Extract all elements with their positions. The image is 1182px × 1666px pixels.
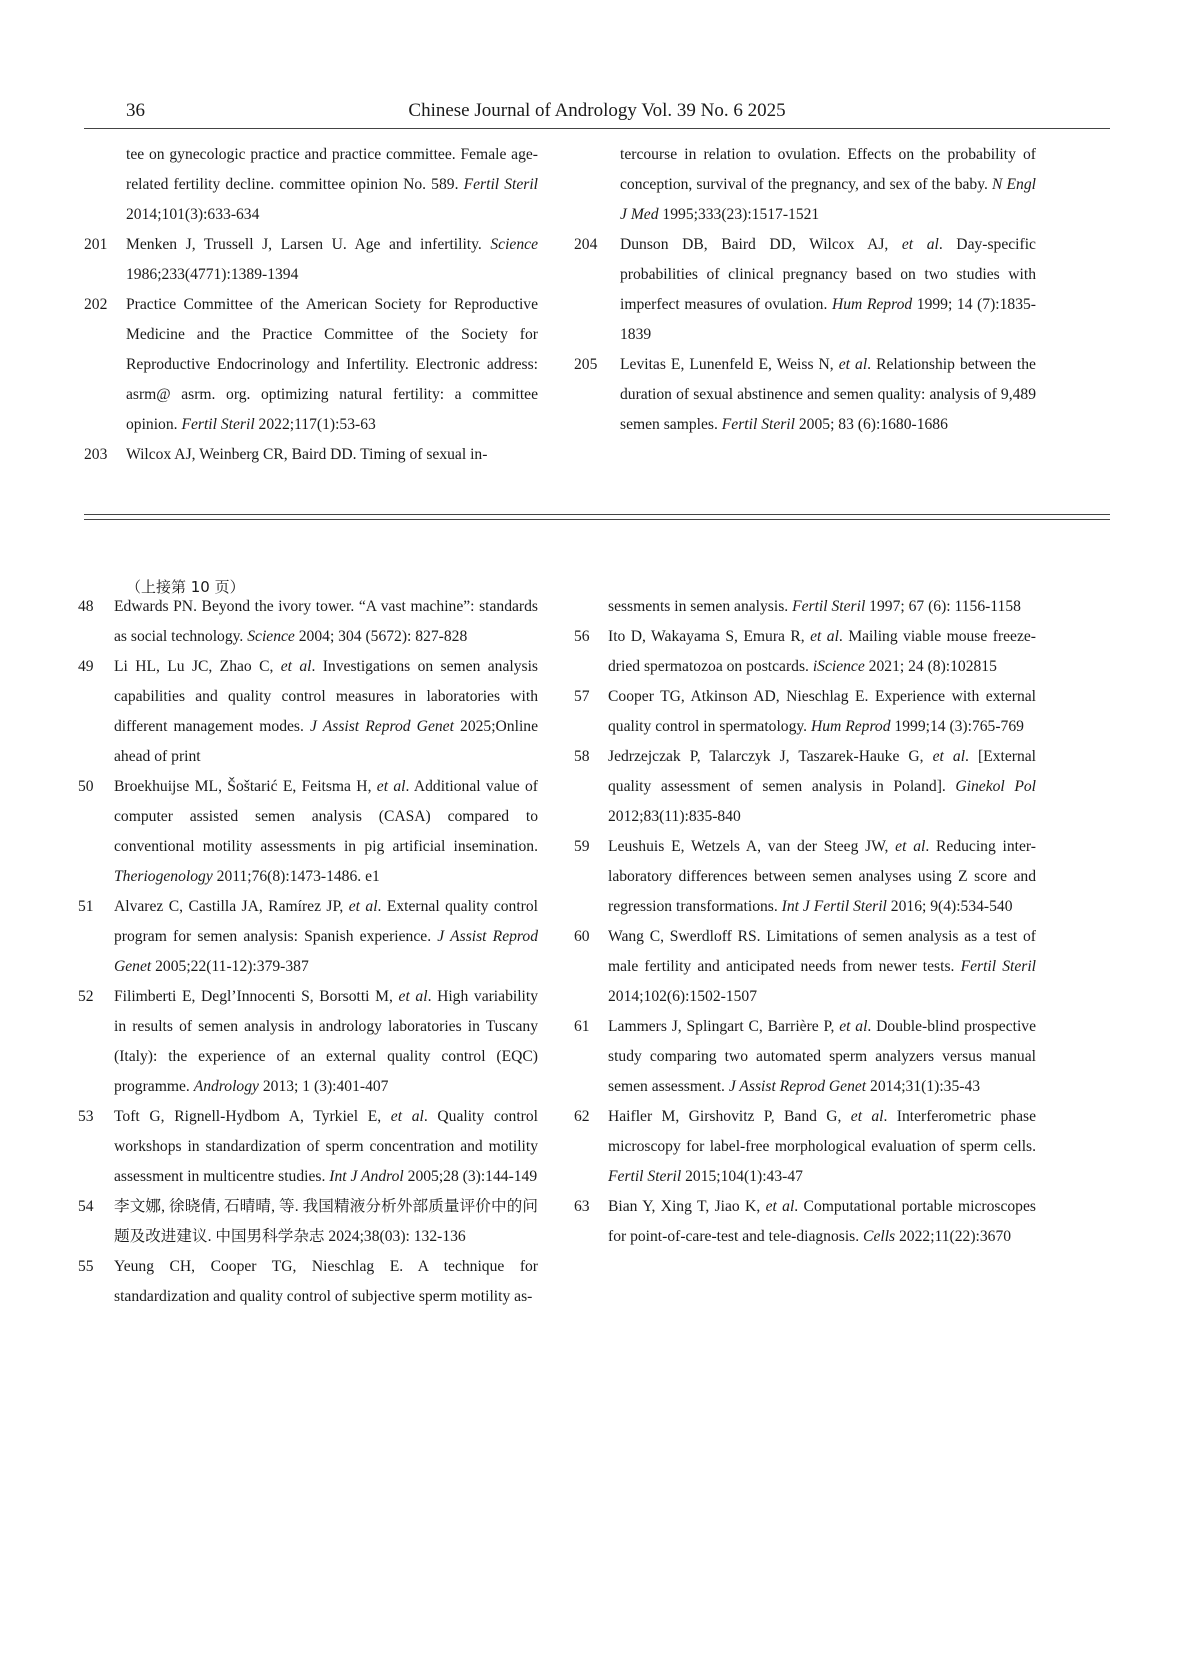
- reference-segment: Alvarez C, Castilla JA, Ramírez JP,: [114, 898, 349, 915]
- reference-text: [608, 922, 1036, 1012]
- reference-segment: 2015;104(1):43-47: [681, 1168, 803, 1185]
- reference-italic-segment: et al: [390, 1108, 424, 1125]
- reference-text: [608, 682, 1036, 742]
- references-bottom-left-column: [78, 592, 538, 1312]
- reference-italic-segment: Science: [490, 236, 538, 253]
- reference-segment: Bian Y, Xing T, Jiao K,: [608, 1198, 766, 1215]
- section-double-rule-top: [84, 514, 1110, 515]
- reference-segment: Toft G, Rignell-Hydbom A, Tyrkiel E,: [114, 1108, 391, 1125]
- reference-italic-segment: et al: [850, 1108, 884, 1125]
- reference-segment: Yeung CH, Cooper TG, Nieschlag E. A technique for standardization and quality control of subjective sperm motility as-: [114, 1258, 538, 1305]
- reference-text: [114, 772, 538, 892]
- reference-segment: 2014;101(3):633-634: [126, 206, 260, 223]
- reference-segment: . Reducing inter-laboratory differences between semen analyses using Z score and regression transformations.: [608, 838, 1036, 915]
- reference-segment: Ito D, Wakayama S, Emura R,: [608, 628, 811, 645]
- reference-segment: Li HL, Lu JC, Zhao C,: [114, 658, 281, 675]
- reference-segment: tercourse in relation to ovulation. Effects on the probability of conception, survival of the pregnancy, and sex of the baby.: [620, 146, 1036, 193]
- reference-entry: [84, 440, 538, 470]
- reference-number: 54: [78, 1198, 94, 1215]
- reference-italic-segment: Theriogenology: [114, 868, 213, 885]
- reference-italic-segment: et al: [901, 236, 939, 253]
- reference-segment: Edwards PN. Beyond the ivory tower. “A vast machine”: standards as social technology.: [114, 598, 538, 645]
- reference-entry: [78, 1252, 538, 1312]
- reference-italic-segment: Fertil Steril: [960, 958, 1036, 975]
- reference-text: [620, 230, 1036, 350]
- reference-segment: Dunson DB, Baird DD, Wilcox AJ,: [620, 236, 902, 253]
- reference-segment: Haifler M, Girshovitz P, Band G,: [608, 1108, 851, 1125]
- reference-segment: 1999;14 (3):765-769: [890, 718, 1024, 735]
- reference-segment: Lammers J, Splingart C, Barrière P,: [608, 1018, 840, 1035]
- reference-segment: 1995;333(23):1517-1521: [658, 206, 820, 223]
- reference-italic-segment: et al: [810, 628, 839, 645]
- reference-segment: . Quality control workshops in standardization of sperm concentration and motility assessment in multicentre studies.: [114, 1108, 538, 1185]
- reference-italic-segment: et al: [765, 1198, 795, 1215]
- reference-italic-segment: et al: [398, 988, 428, 1005]
- reference-text: [608, 592, 1036, 622]
- reference-number: 48: [78, 598, 94, 615]
- reference-italic-segment: Science: [247, 628, 295, 645]
- reference-italic-segment: Hum Reprod: [831, 296, 913, 313]
- reference-text: [620, 350, 1036, 440]
- reference-entry: [574, 622, 1036, 682]
- continued-from-label: （上接第 10 页）: [126, 578, 245, 596]
- reference-italic-segment: Cells: [863, 1228, 896, 1245]
- reference-segment: 2025;Online ahead of print: [114, 718, 538, 765]
- reference-text: [620, 140, 1036, 230]
- reference-text: [126, 290, 538, 440]
- reference-segment: tee on gynecologic practice and practice committee. Female age-related fertility decline. committee opinion No. 589.: [126, 146, 538, 193]
- reference-segment: Menken J, Trussell J, Larsen U. Age and infertility.: [126, 236, 491, 253]
- reference-entry: [574, 140, 1036, 230]
- reference-text: [114, 1192, 538, 1252]
- reference-number: 204: [574, 236, 598, 253]
- reference-segment: . Double-blind prospective study comparing two automated sperm analyzers versus manual semen assessment.: [608, 1018, 1036, 1095]
- reference-number: 62: [574, 1108, 590, 1125]
- reference-segment: 1986;233(4771):1389-1394: [126, 266, 299, 283]
- reference-entry: [78, 772, 538, 892]
- reference-italic-segment: Int J Androl: [329, 1168, 404, 1185]
- references-bottom-right-column: [574, 592, 1036, 1252]
- reference-italic-segment: Hum Reprod: [810, 718, 891, 735]
- reference-segment: Levitas E, Lunenfeld E, Weiss N,: [620, 356, 839, 373]
- references-top-right-column: [574, 140, 1036, 440]
- reference-italic-segment: et al: [838, 356, 868, 373]
- reference-segment: 2013; 1 (3):401-407: [258, 1078, 389, 1095]
- reference-segment: 2014;31(1):35-43: [866, 1078, 981, 1095]
- reference-segment: Cooper TG, Atkinson AD, Nieschlag E. Experience with external quality control in spermatology.: [608, 688, 1036, 735]
- reference-entry: [84, 140, 538, 230]
- reference-segment: Leushuis E, Wetzels A, van der Steeg JW,: [608, 838, 896, 855]
- reference-entry: [574, 1102, 1036, 1192]
- reference-number: 60: [574, 928, 590, 945]
- reference-segment: 1997; 67 (6): 1156-1158: [865, 598, 1021, 615]
- reference-text: [114, 892, 538, 982]
- reference-text: [114, 1102, 538, 1192]
- reference-entry: [574, 742, 1036, 832]
- reference-segment: 2021; 24 (8):102815: [864, 658, 997, 675]
- reference-italic-segment: et al: [932, 748, 966, 765]
- reference-entry: [78, 982, 538, 1102]
- reference-text: [114, 592, 538, 652]
- reference-italic-segment: iScience: [812, 658, 865, 675]
- reference-text: [114, 652, 538, 772]
- reference-segment: . External quality control program for semen analysis: Spanish experience.: [114, 898, 538, 945]
- reference-entry: [78, 592, 538, 652]
- reference-number: 205: [574, 356, 598, 373]
- reference-number: 50: [78, 778, 94, 795]
- reference-number: 61: [574, 1018, 590, 1035]
- reference-segment: 2022;11(22):3670: [895, 1228, 1012, 1245]
- reference-segment: Wilcox AJ, Weinberg CR, Baird DD. Timing of sexual in-: [126, 446, 488, 463]
- reference-italic-segment: J Assist Reprod Genet: [310, 718, 454, 735]
- reference-entry: [78, 892, 538, 982]
- reference-number: 58: [574, 748, 590, 765]
- page-header: [84, 100, 1110, 128]
- reference-number: 52: [78, 988, 94, 1005]
- journal-title: Chinese Journal of Andrology Vol. 39 No. 6 2025: [408, 100, 786, 121]
- reference-segment: 2012;83(11):835-840: [608, 808, 741, 825]
- reference-segment: . Day-specific probabilities of clinical pregnancy based on two studies with imperfect measures of ovulation.: [620, 236, 1036, 313]
- reference-segment: . Mailing viable mouse freeze-dried spermatozoa on postcards.: [608, 628, 1036, 675]
- reference-segment: 2005; 83 (6):1680-1686: [794, 416, 948, 433]
- reference-entry: [78, 652, 538, 772]
- reference-segment: 1999; 14 (7):1835-1839: [620, 296, 1036, 343]
- reference-segment: 2016; 9(4):534-540: [886, 898, 1013, 915]
- reference-segment: sessments in semen analysis.: [608, 598, 793, 615]
- references-top-left-column: [84, 140, 538, 470]
- reference-number: 57: [574, 688, 590, 705]
- reference-italic-segment: J Assist Reprod Genet: [114, 928, 538, 975]
- reference-number: 203: [84, 446, 108, 463]
- reference-entry: [574, 1192, 1036, 1252]
- reference-entry: [84, 290, 538, 440]
- reference-italic-segment: Fertil Steril: [608, 1168, 682, 1185]
- reference-segment: . Relationship between the duration of sexual abstinence and semen quality: analysis of 9,489 semen samples.: [620, 356, 1036, 433]
- header-rule: [84, 128, 1110, 129]
- reference-italic-segment: et al: [376, 778, 406, 795]
- reference-segment: 2004; 304 (5672): 827-828: [294, 628, 468, 645]
- reference-number: 201: [84, 236, 108, 253]
- reference-segment: 李文娜, 徐晓倩, 石晴晴, 等. 我国精液分析外部质量评价中的问题及改进建议. 中国男科学杂志 2024;38(03): 132-136: [114, 1198, 538, 1245]
- reference-segment: 2011;76(8):1473-1486. e1: [212, 868, 380, 885]
- reference-segment: . Additional value of computer assisted semen analysis (CASA) compared to conventional motility assessments in pig artificial insemination.: [114, 778, 538, 855]
- reference-segment: . [External quality assessment of semen analysis in Poland].: [608, 748, 1036, 795]
- reference-segment: 2005;22(11-12):379-387: [151, 958, 309, 975]
- reference-entry: [84, 230, 538, 290]
- reference-segment: . High variability in results of semen analysis in andrology laboratories in Tuscany (Italy): the experience of an external quality control (EQC) programme.: [114, 988, 538, 1095]
- reference-entry: [78, 1192, 538, 1252]
- reference-italic-segment: Fertil Steril: [721, 416, 795, 433]
- reference-italic-segment: Andrology: [193, 1078, 259, 1095]
- reference-text: [126, 230, 538, 290]
- reference-segment: Jedrzejczak P, Talarczyk J, Taszarek-Hauke G,: [608, 748, 933, 765]
- reference-segment: 2005;28 (3):144-149: [403, 1168, 538, 1185]
- reference-number: 202: [84, 296, 108, 313]
- reference-number: 56: [574, 628, 590, 645]
- reference-text: [608, 832, 1036, 922]
- reference-number: 53: [78, 1108, 94, 1125]
- reference-entry: [574, 230, 1036, 350]
- reference-text: [608, 1102, 1036, 1192]
- reference-entry: [574, 682, 1036, 742]
- reference-italic-segment: Fertil Steril: [463, 176, 538, 193]
- reference-italic-segment: Fertil Steril: [792, 598, 866, 615]
- reference-segment: Wang C, Swerdloff RS. Limitations of semen analysis as a test of male fertility and anticipated needs from newer tests.: [608, 928, 1036, 975]
- reference-italic-segment: J Assist Reprod Genet: [728, 1078, 867, 1095]
- reference-italic-segment: et al: [348, 898, 378, 915]
- reference-number: 51: [78, 898, 94, 915]
- reference-italic-segment: Ginekol Pol: [955, 778, 1037, 795]
- reference-number: 63: [574, 1198, 590, 1215]
- page-number: 36: [126, 100, 145, 121]
- reference-segment: Practice Committee of the American Society for Reproductive Medicine and the Practice Committee of the Society for Reproductive Endocrinology and Infertility. Electronic address: asrm@ asrm. org. optimizing natural fertility: a committee opinion.: [126, 296, 538, 433]
- reference-segment: Filimberti E, Degl’Innocenti S, Borsotti M,: [114, 988, 399, 1005]
- reference-text: [608, 742, 1036, 832]
- reference-segment: 2014;102(6):1502-1507: [608, 988, 757, 1005]
- reference-italic-segment: et al: [895, 838, 926, 855]
- reference-entry: [78, 1102, 538, 1192]
- reference-text: [114, 982, 538, 1102]
- reference-text: [126, 440, 538, 470]
- reference-entry: [574, 832, 1036, 922]
- reference-number: 59: [574, 838, 590, 855]
- reference-segment: . Interferometric phase microscopy for label-free morphological evaluation of sperm cells.: [608, 1108, 1036, 1155]
- reference-number: 49: [78, 658, 94, 675]
- reference-text: [608, 1012, 1036, 1102]
- reference-italic-segment: Int J Fertil Steril: [781, 898, 887, 915]
- reference-segment: . Investigations on semen analysis capabilities and quality control measures in laboratories with different management modes.: [114, 658, 538, 735]
- reference-segment: 2022;117(1):53-63: [254, 416, 376, 433]
- reference-segment: Broekhuijse ML, Šoštarić E, Feitsma H,: [114, 778, 377, 795]
- reference-text: [114, 1252, 538, 1312]
- reference-italic-segment: et al: [280, 658, 312, 675]
- reference-entry: [574, 592, 1036, 622]
- reference-text: [608, 1192, 1036, 1252]
- reference-entry: [574, 1012, 1036, 1102]
- reference-entry: [574, 922, 1036, 1012]
- section-double-rule-bottom: [84, 519, 1110, 520]
- reference-text: [126, 140, 538, 230]
- reference-entry: [574, 350, 1036, 440]
- reference-segment: . Computational portable microscopes for point-of-care-test and tele-diagnosis.: [608, 1198, 1036, 1245]
- reference-italic-segment: N Engl J Med: [620, 176, 1036, 223]
- reference-text: [608, 622, 1036, 682]
- reference-italic-segment: et al: [839, 1018, 868, 1035]
- reference-number: 55: [78, 1258, 94, 1275]
- reference-italic-segment: Fertil Steril: [181, 416, 255, 433]
